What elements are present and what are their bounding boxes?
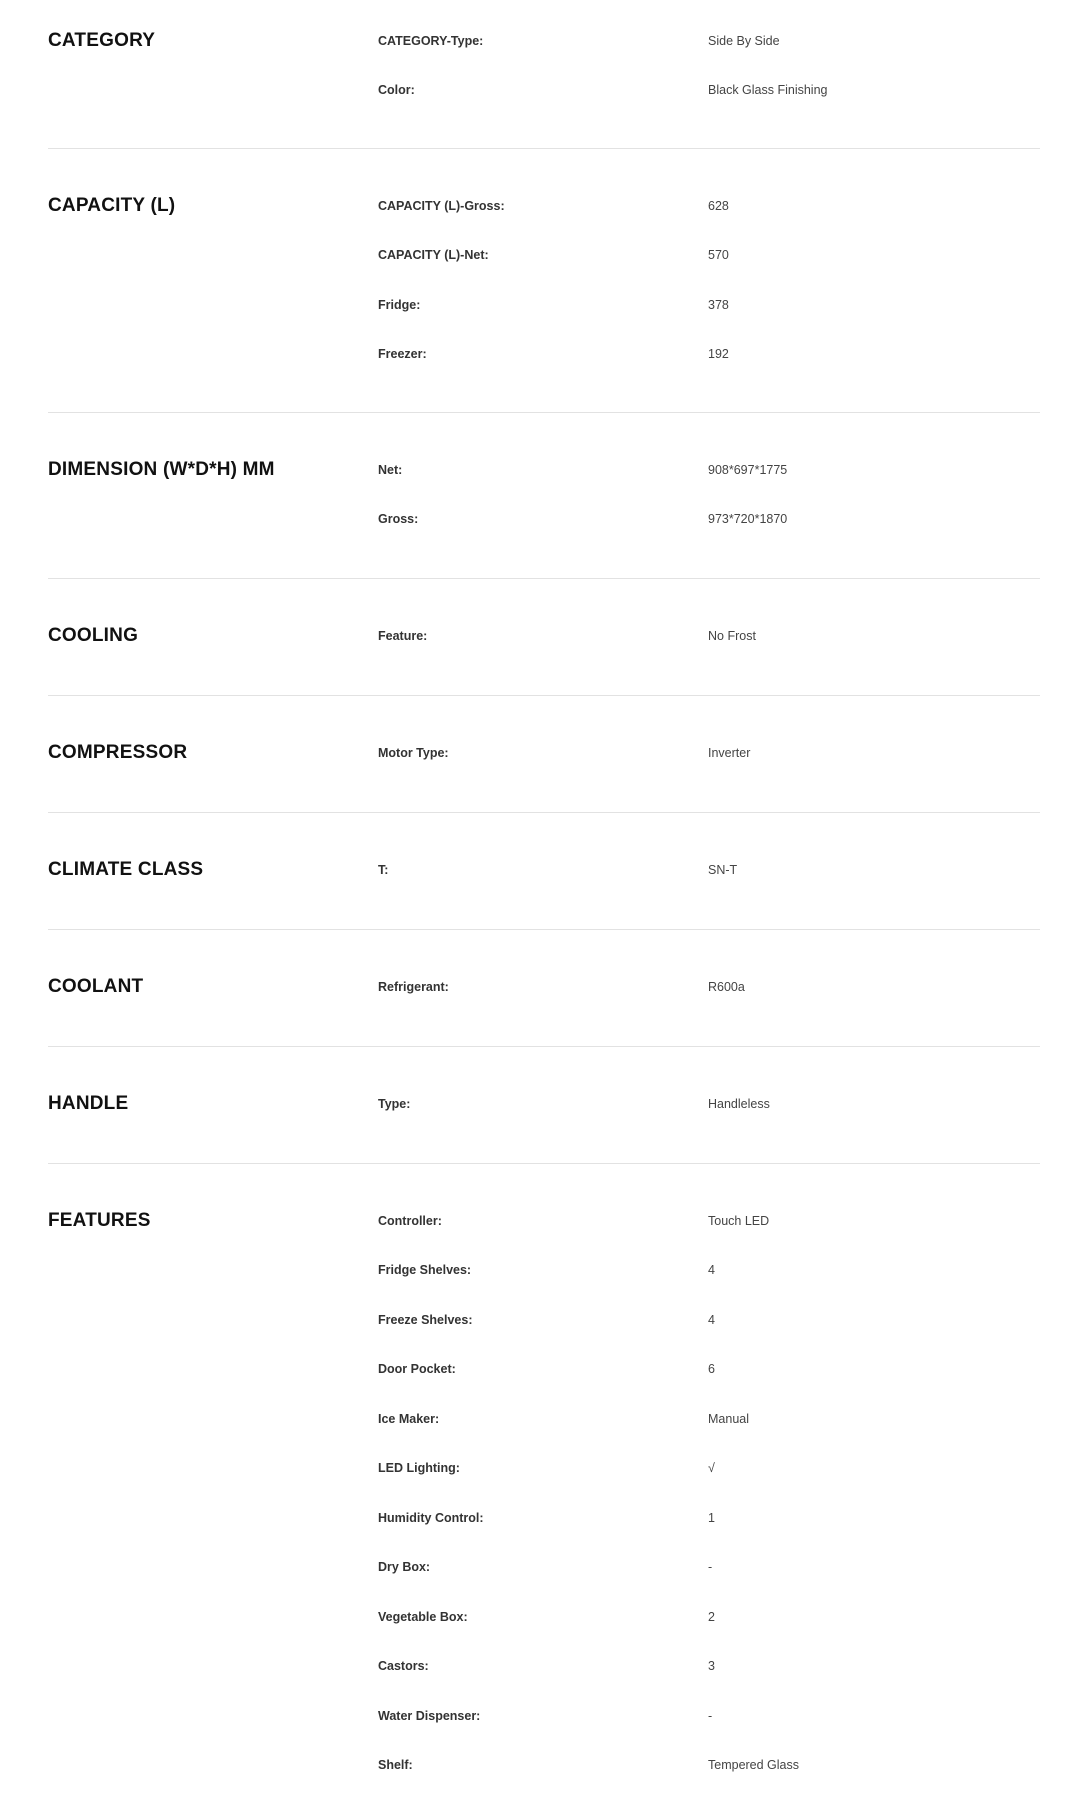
spec-row [48,1458,1040,1478]
spec-label: Type: [378,1097,411,1111]
spec-row [48,1260,1040,1280]
spec-label: Refrigerant: [378,980,449,994]
section-climate-class [48,813,1040,930]
section-title: FEATURES [48,1210,151,1231]
section-cooling [48,579,1040,696]
spec-row [48,1409,1040,1429]
spec-row [48,1656,1040,1676]
spec-label: Vegetable Box: [378,1610,468,1624]
spec-value: 2 [708,1610,715,1624]
spec-row [48,460,1040,480]
spec-label: CATEGORY-Type: [378,34,484,48]
spec-value: SN-T [708,863,738,877]
spec-row [48,1607,1040,1627]
spec-row [48,1094,1040,1114]
spec-value: - [708,1560,713,1574]
spec-value: 3 [708,1659,715,1673]
spec-value: 6 [708,1362,715,1376]
spec-label: CAPACITY (L)-Net: [378,248,489,262]
spec-value: Side By Side [708,34,780,48]
spec-value: - [708,1709,713,1723]
spec-label: CAPACITY (L)-Gross: [378,199,505,213]
spec-row [48,860,1040,880]
spec-label: Fridge Shelves: [378,1263,472,1277]
section-title: COOLANT [48,976,144,997]
section-dimension [48,413,1040,579]
section-title: DIMENSION (W*D*H) MM [48,459,275,480]
spec-value: 4 [708,1313,715,1327]
spec-label: Freeze Shelves: [378,1313,473,1327]
spec-row [48,344,1040,364]
spec-value: 4 [708,1263,715,1277]
spec-value: 192 [708,347,729,361]
spec-label: Dry Box: [378,1560,431,1574]
section-title: COMPRESSOR [48,742,188,763]
spec-value: Tempered Glass [708,1758,800,1772]
section-compressor [48,696,1040,813]
spec-value: 908*697*1775 [708,463,788,477]
spec-row [48,1211,1040,1231]
spec-value: 378 [708,298,729,312]
spec-row [48,1557,1040,1577]
spec-label: Color: [378,83,415,97]
spec-label: T: [378,863,389,877]
section-features [48,1164,1040,1814]
spec-value: 1 [708,1511,715,1525]
spec-row [48,743,1040,763]
section-handle [48,1047,1040,1164]
spec-label: Controller: [378,1214,442,1228]
spec-label: LED Lighting: [378,1461,460,1475]
spec-label: Freezer: [378,347,427,361]
spec-label: Shelf: [378,1758,413,1772]
spec-value: Inverter [708,746,751,760]
section-title: CATEGORY [48,30,156,51]
spec-value: Manual [708,1412,749,1426]
spec-row [48,1755,1040,1775]
spec-value: 628 [708,199,729,213]
spec-row [48,977,1040,997]
spec-label: Castors: [378,1659,429,1673]
spec-row [48,245,1040,265]
spec-label: Net: [378,463,403,477]
spec-value: 570 [708,248,729,262]
spec-row [48,31,1040,51]
spec-label: Feature: [378,629,428,643]
spec-row [48,295,1040,315]
spec-label: Motor Type: [378,746,449,760]
section-title: COOLING [48,625,139,646]
spec-label: Humidity Control: [378,1511,484,1525]
spec-row [48,1706,1040,1726]
spec-label: Water Dispenser: [378,1709,481,1723]
spec-value: Black Glass Finishing [708,83,828,97]
spec-row [48,80,1040,100]
section-title: CAPACITY (L) [48,195,176,216]
spec-label: Door Pocket: [378,1362,456,1376]
spec-row [48,509,1040,529]
spec-value: Touch LED [708,1214,770,1228]
spec-label: Gross: [378,512,419,526]
section-title: CLIMATE CLASS [48,859,204,880]
spec-row [48,1310,1040,1330]
spec-row [48,1508,1040,1528]
spec-value: Handleless [708,1097,770,1111]
spec-value: 973*720*1870 [708,512,788,526]
spec-row [48,1359,1040,1379]
section-capacity [48,149,1040,413]
spec-label: Ice Maker: [378,1412,440,1426]
spec-label: Fridge: [378,298,421,312]
spec-row [48,626,1040,646]
spec-row [48,196,1040,216]
spec-value: R600a [708,980,745,994]
section-coolant [48,930,1040,1047]
section-title: HANDLE [48,1093,129,1114]
section-category [48,0,1040,149]
spec-value: √ [708,1461,715,1475]
spec-value: No Frost [708,629,756,643]
